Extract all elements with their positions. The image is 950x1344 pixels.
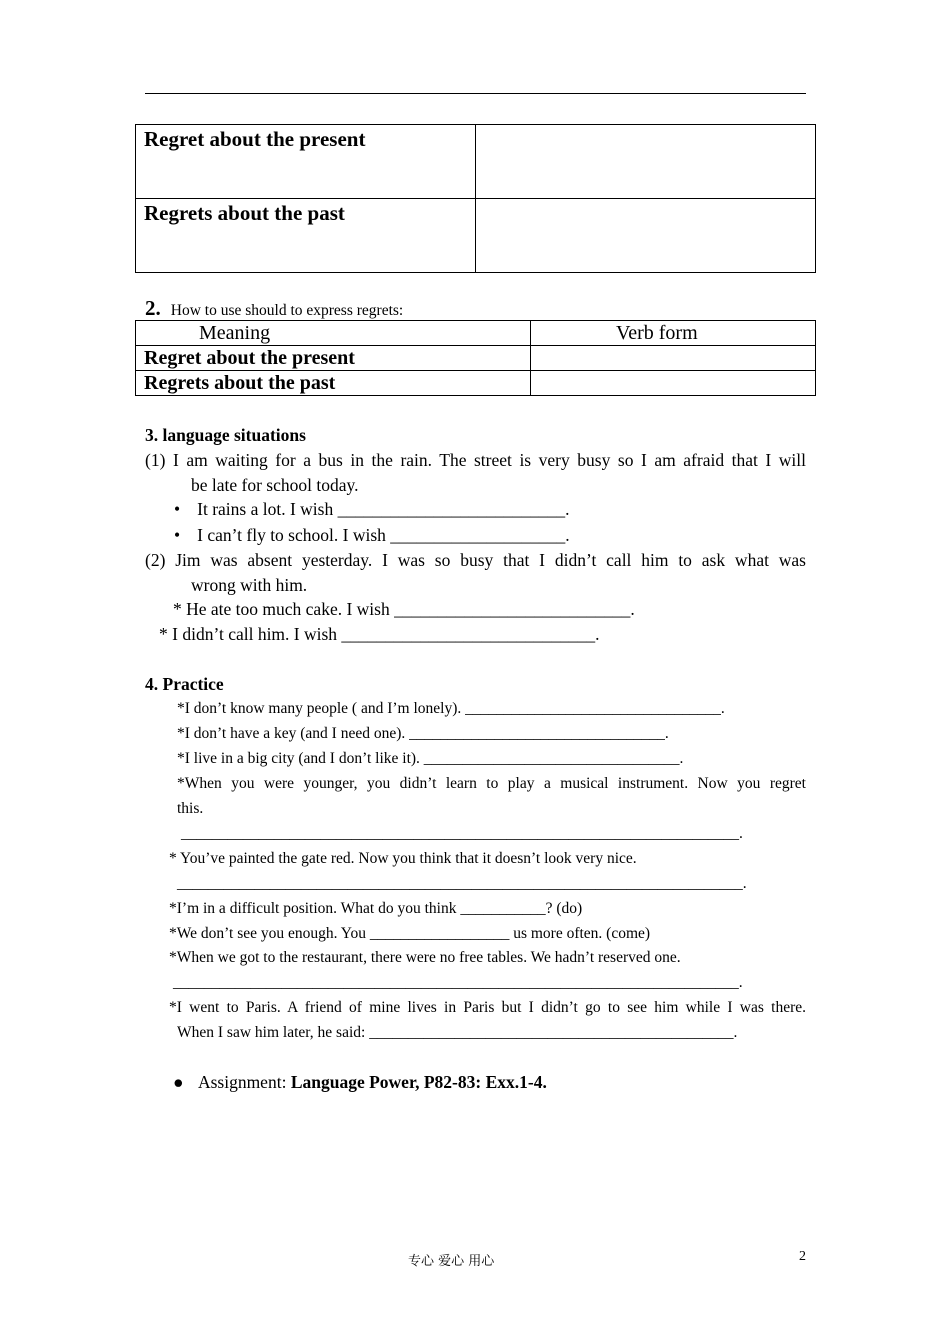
bullet-2 xyxy=(174,525,570,546)
practice-5-answer: _________________________________________________________________________. xyxy=(177,875,747,892)
answer-cell[interactable] xyxy=(476,125,816,199)
practice-5-line-1: * You’ve painted the gate red. Now you think that it doesn’t look very nice. xyxy=(169,850,637,867)
row-label: Regret about the present xyxy=(136,125,476,199)
header-verb-form: Verb form xyxy=(531,321,816,346)
should-table xyxy=(135,320,816,396)
answer-cell[interactable] xyxy=(476,199,816,273)
practice-6: *I’m in a difficult position. What do you think ___________? (do) xyxy=(169,900,583,917)
bullet-1 xyxy=(174,499,569,520)
table-row xyxy=(136,371,816,396)
table-header-row xyxy=(136,321,816,346)
practice-3: *I live in a big city (and I don’t like it). _________________________________. xyxy=(177,750,684,767)
bullet-icon: • xyxy=(174,499,181,519)
table-row xyxy=(136,125,816,199)
practice-2: *I don’t have a key (and I need one). _________________________________. xyxy=(177,725,669,742)
practice-4-line-2: this. xyxy=(177,800,204,817)
header-meaning: Meaning xyxy=(136,321,531,346)
section-2-heading xyxy=(145,296,403,321)
practice-8-answer: _________________________________________________________________________. xyxy=(173,974,743,991)
row-label: Regrets about the past xyxy=(136,199,476,273)
situation-2-item-1: * He ate too much cake. I wish ___________________________. xyxy=(173,599,635,619)
practice-1: *I don’t know many people ( and I’m lonely). _________________________________. xyxy=(177,700,725,717)
bullet-icon: • xyxy=(174,525,181,545)
practice-9-line-2: When I saw him later, he said: _______________________________________________. xyxy=(177,1024,738,1041)
regrets-table xyxy=(135,124,816,273)
situation-1-line-1: (1) I am waiting for a bus in the rain. The street is very busy so I am afraid that I will xyxy=(145,450,806,470)
bullet-1-text: It rains a lot. I wish __________________________. xyxy=(197,499,570,519)
situation-2-item-2: * I didn’t call him. I wish _____________________________. xyxy=(159,624,600,644)
bullet-dot-icon: ● xyxy=(173,1072,184,1092)
footer-motto: 专心 爱心 用心 xyxy=(408,1254,495,1269)
situation-2-line-2: wrong with him. xyxy=(191,575,308,595)
practice-4-answer: ________________________________________________________________________. xyxy=(181,825,743,842)
table-row xyxy=(136,346,816,371)
section-4-heading: 4. Practice xyxy=(145,674,224,694)
situation-1-line-2: be late for school today. xyxy=(191,475,359,495)
assignment-label: Assignment: xyxy=(197,1072,287,1092)
table-row xyxy=(136,199,816,273)
practice-9-line-1: *I went to Paris. A friend of mine lives in Paris but I didn’t go to see him while I was there. xyxy=(169,999,806,1016)
assignment xyxy=(173,1072,547,1093)
answer-cell[interactable] xyxy=(531,371,816,396)
section-3-heading: 3. language situations xyxy=(145,425,306,445)
row-label: Regrets about the past xyxy=(136,371,531,396)
answer-cell[interactable] xyxy=(531,346,816,371)
practice-4-line-1: *When you were younger, you didn’t learn to play a musical instrument. Now you regret xyxy=(177,775,806,792)
practice-8-line-1: *When we got to the restaurant, there were no free tables. We hadn’t reserved one. xyxy=(169,949,681,966)
row-label: Regret about the present xyxy=(136,346,531,371)
section-2-number: 2. xyxy=(145,296,161,320)
practice-7: *We don’t see you enough. You __________________ us more often. (come) xyxy=(169,925,651,942)
bullet-2-text: I can’t fly to school. I wish ____________________. xyxy=(197,525,570,545)
section-2-title: How to use should to express regrets: xyxy=(170,302,404,319)
page-number: 2 xyxy=(799,1249,806,1264)
situation-2-line-1: (2) Jim was absent yesterday. I was so busy that I didn’t call him to ask what was xyxy=(145,550,806,570)
assignment-text: Language Power, P82-83: Exx.1-4. xyxy=(290,1072,547,1092)
header-rule xyxy=(145,93,806,94)
